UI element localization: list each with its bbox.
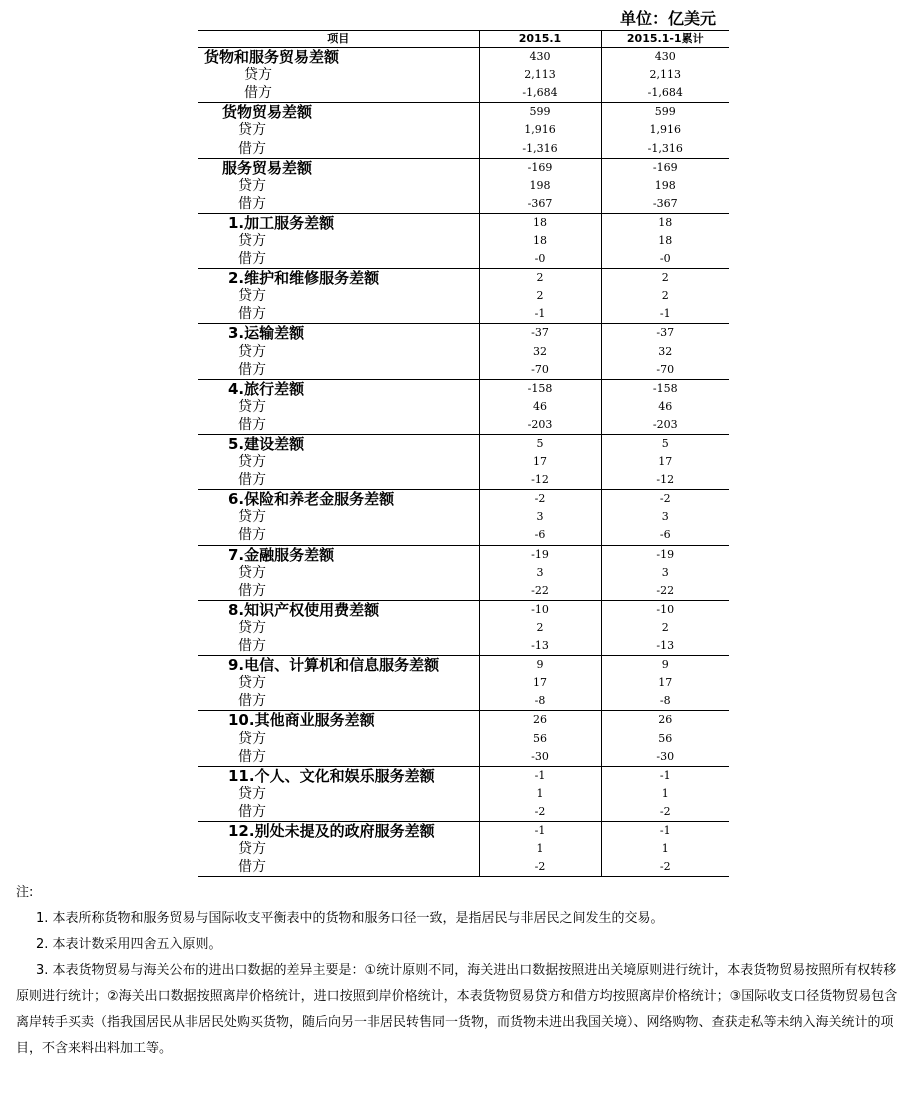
value-month: -169 (479, 158, 601, 177)
value-cumulative: 599 (601, 103, 729, 122)
credit-row (198, 398, 729, 416)
value-cumulative: 18 (601, 232, 729, 250)
group-total-row (198, 213, 729, 232)
value-month: 46 (479, 398, 601, 416)
value-cumulative: 2 (601, 269, 729, 288)
value-month: -1,684 (479, 84, 601, 103)
value-cumulative: 2,113 (601, 66, 729, 84)
credit-row (198, 619, 729, 637)
value-month: 17 (479, 674, 601, 692)
value-month: 56 (479, 729, 601, 747)
debit-row (198, 471, 729, 490)
value-month: 32 (479, 343, 601, 361)
value-cumulative: 2 (601, 287, 729, 305)
value-cumulative: 2 (601, 619, 729, 637)
debit-label: 借方 (238, 140, 266, 157)
debit-row (198, 84, 729, 103)
note-item-3: 3. 本表货物贸易与海关公布的进出口数据的差异主要是：①统计原则不同，海关进出口数据按照进出关境原则进行统计，本表货物贸易按照所有权转移原则进行统计；②海关出口数据按照离岸价格统计，进口按照到岸价格统计，本表货物贸易贷方和借方均按照离岸价格统计；③国际收支口径货物贸易包含离岸转手买卖（指我国居民从非居民处购买货物，随后向另一非居民转售同一货物，而货物未进出我国关境）、网络购物、查获走私等未纳入海关统计的项目，不含来料出料加工等。 (16, 963, 898, 1056)
value-month: -10 (479, 600, 601, 619)
debit-label: 借方 (238, 195, 266, 212)
credit-label: 贷方 (238, 288, 266, 305)
value-month: 599 (479, 103, 601, 122)
debit-row (198, 416, 729, 435)
value-cumulative: -1 (601, 766, 729, 785)
credit-label: 贷方 (238, 619, 266, 636)
debit-label: 借方 (238, 803, 266, 820)
row-title: 货物和服务贸易差额 (198, 48, 479, 67)
note-item-2: 2. 本表计数采用四舍五入原则。 (36, 937, 222, 952)
value-month: 2 (479, 269, 601, 288)
credit-row (198, 232, 729, 250)
value-month: -158 (479, 379, 601, 398)
value-month: -12 (479, 471, 601, 490)
value-month: 18 (479, 213, 601, 232)
value-cumulative: -1,684 (601, 84, 729, 103)
debit-row (198, 305, 729, 324)
credit-label: 贷方 (238, 177, 266, 194)
value-month: 26 (479, 711, 601, 730)
value-cumulative: -30 (601, 748, 729, 767)
value-cumulative: -158 (601, 379, 729, 398)
credit-label: 贷方 (238, 398, 266, 415)
credit-row (198, 729, 729, 747)
value-month: 17 (479, 453, 601, 471)
debit-label: 借方 (198, 858, 479, 877)
credit-label: 贷方 (238, 343, 266, 360)
debit-row (198, 748, 729, 767)
row-title: 4.旅行差额 (198, 379, 479, 398)
value-month: 2 (479, 619, 601, 637)
value-cumulative: -203 (601, 416, 729, 435)
value-cumulative: 1 (601, 785, 729, 803)
value-cumulative: 3 (601, 508, 729, 526)
value-cumulative: -10 (601, 600, 729, 619)
note-item-1: 1. 本表所称货物和服务贸易与国际收支平衡表中的货物和服务口径一致，是指居民与非居民之间发生的交易。 (36, 911, 664, 926)
group-total-row (198, 766, 729, 785)
credit-row (198, 121, 729, 139)
row-title: 5.建设差额 (198, 434, 479, 453)
value-cumulative: 1,916 (601, 121, 729, 139)
debit-row (198, 582, 729, 601)
row-title: 服务贸易差额 (198, 158, 479, 177)
value-cumulative: 9 (601, 656, 729, 675)
credit-row (198, 287, 729, 305)
value-cumulative: -2 (601, 490, 729, 509)
debit-label: 借方 (238, 472, 266, 489)
header-month: 2015.1 (479, 31, 601, 48)
credit-row (198, 785, 729, 803)
credit-label: 贷方 (244, 67, 272, 84)
debit-row (198, 858, 729, 877)
value-cumulative: 46 (601, 398, 729, 416)
value-cumulative: -1 (601, 821, 729, 840)
row-title: 货物贸易差额 (198, 103, 479, 122)
value-cumulative: -1 (601, 305, 729, 324)
table-header-row (198, 31, 729, 48)
value-cumulative: 198 (601, 177, 729, 195)
group-total-row (198, 545, 729, 564)
group-total-row (198, 324, 729, 343)
value-cumulative: -37 (601, 324, 729, 343)
value-month: -70 (479, 361, 601, 380)
credit-row (198, 177, 729, 195)
group-total-row (198, 711, 729, 730)
value-cumulative: 1 (601, 840, 729, 858)
row-title: 8.知识产权使用费差额 (198, 600, 479, 619)
group-total-row (198, 103, 729, 122)
row-title: 6.保险和养老金服务差额 (198, 490, 479, 509)
row-title: 12.别处未提及的政府服务差额 (198, 821, 479, 840)
debit-row (198, 526, 729, 545)
value-month: 3 (479, 564, 601, 582)
value-cumulative: -19 (601, 545, 729, 564)
notes-section (16, 880, 906, 1062)
group-total-row (198, 490, 729, 509)
group-total-row (198, 379, 729, 398)
debit-label: 借方 (244, 85, 272, 102)
value-month: -13 (479, 637, 601, 656)
debit-label: 借方 (238, 306, 266, 323)
row-title: 9.电信、计算机和信息服务差额 (198, 656, 479, 675)
value-month: -0 (479, 250, 601, 269)
debit-label: 借方 (238, 582, 266, 599)
group-total-row (198, 434, 729, 453)
debit-label: 借方 (238, 748, 266, 765)
credit-row (198, 840, 729, 858)
value-month: -37 (479, 324, 601, 343)
value-month: -2 (479, 490, 601, 509)
row-title: 1.加工服务差额 (198, 213, 479, 232)
credit-label: 贷方 (238, 785, 266, 802)
value-cumulative: 32 (601, 343, 729, 361)
header-cumulative: 2015.1-1累计 (601, 31, 729, 48)
debit-label: 借方 (238, 527, 266, 544)
value-month: -1,316 (479, 139, 601, 158)
value-month: -6 (479, 526, 601, 545)
header-item: 项目 (198, 31, 479, 48)
credit-label: 贷方 (238, 675, 266, 692)
row-title: 2.维护和维修服务差额 (198, 269, 479, 288)
debit-row (198, 195, 729, 214)
value-month: -22 (479, 582, 601, 601)
value-month: -2 (479, 803, 601, 822)
value-cumulative: -8 (601, 692, 729, 711)
value-cumulative: -13 (601, 637, 729, 656)
debit-row (198, 803, 729, 822)
value-month: -30 (479, 748, 601, 767)
value-cumulative: 430 (601, 48, 729, 67)
debit-label: 借方 (238, 361, 266, 378)
value-month: 5 (479, 434, 601, 453)
value-cumulative: 26 (601, 711, 729, 730)
credit-label: 贷方 (238, 730, 266, 747)
value-month: 198 (479, 177, 601, 195)
value-month: 18 (479, 232, 601, 250)
credit-row (198, 508, 729, 526)
credit-row (198, 66, 729, 84)
value-cumulative: -70 (601, 361, 729, 380)
credit-label: 贷方 (238, 841, 266, 858)
trade-balance-table (198, 30, 729, 877)
value-cumulative: 56 (601, 729, 729, 747)
value-month: 1 (479, 785, 601, 803)
value-cumulative: -1,316 (601, 139, 729, 158)
group-total-row (198, 600, 729, 619)
value-cumulative: -22 (601, 582, 729, 601)
credit-label: 贷方 (238, 454, 266, 471)
value-month: -1 (479, 766, 601, 785)
value-cumulative: 3 (601, 564, 729, 582)
value-month: 2 (479, 287, 601, 305)
row-title: 3.运输差额 (198, 324, 479, 343)
debit-row (198, 361, 729, 380)
credit-row (198, 453, 729, 471)
group-total-row (198, 269, 729, 288)
row-title: 7.金融服务差额 (198, 545, 479, 564)
value-cumulative: -0 (601, 250, 729, 269)
value-month: -8 (479, 692, 601, 711)
value-month: 1,916 (479, 121, 601, 139)
group-total-row (198, 158, 729, 177)
value-month: -367 (479, 195, 601, 214)
row-title: 10.其他商业服务差额 (198, 711, 479, 730)
debit-row (198, 637, 729, 656)
debit-label: 借方 (238, 251, 266, 268)
unit-label: 单位：亿美元 (620, 9, 717, 28)
debit-label: 借方 (238, 638, 266, 655)
group-total-row (198, 656, 729, 675)
value-cumulative: -6 (601, 526, 729, 545)
credit-row (198, 343, 729, 361)
value-month: 1 (479, 840, 601, 858)
table-body (198, 48, 729, 877)
value-month: -203 (479, 416, 601, 435)
credit-label: 贷方 (238, 509, 266, 526)
value-month: 3 (479, 508, 601, 526)
value-cumulative: -169 (601, 158, 729, 177)
value-cumulative: 17 (601, 453, 729, 471)
value-cumulative: 18 (601, 213, 729, 232)
credit-row (198, 674, 729, 692)
value-month: 2,113 (479, 66, 601, 84)
value-cumulative: 5 (601, 434, 729, 453)
debit-row (198, 692, 729, 711)
debit-row (198, 250, 729, 269)
debit-row (198, 139, 729, 158)
credit-row (198, 564, 729, 582)
value-month: -1 (479, 821, 601, 840)
value-month: -2 (479, 858, 601, 877)
value-cumulative: -12 (601, 471, 729, 490)
value-cumulative: -2 (601, 803, 729, 822)
group-total-row (198, 821, 729, 840)
value-month: 9 (479, 656, 601, 675)
credit-label: 贷方 (238, 564, 266, 581)
value-month: 430 (479, 48, 601, 67)
debit-label: 借方 (238, 416, 266, 433)
group-total-row (198, 48, 729, 67)
value-month: -1 (479, 305, 601, 324)
value-month: -19 (479, 545, 601, 564)
credit-label: 贷方 (238, 232, 266, 249)
credit-label: 贷方 (238, 122, 266, 139)
value-cumulative: -367 (601, 195, 729, 214)
value-cumulative: 17 (601, 674, 729, 692)
row-title: 11.个人、文化和娱乐服务差额 (198, 766, 479, 785)
notes-title: 注: (16, 885, 34, 900)
debit-label: 借方 (238, 693, 266, 710)
value-cumulative: -2 (601, 858, 729, 877)
